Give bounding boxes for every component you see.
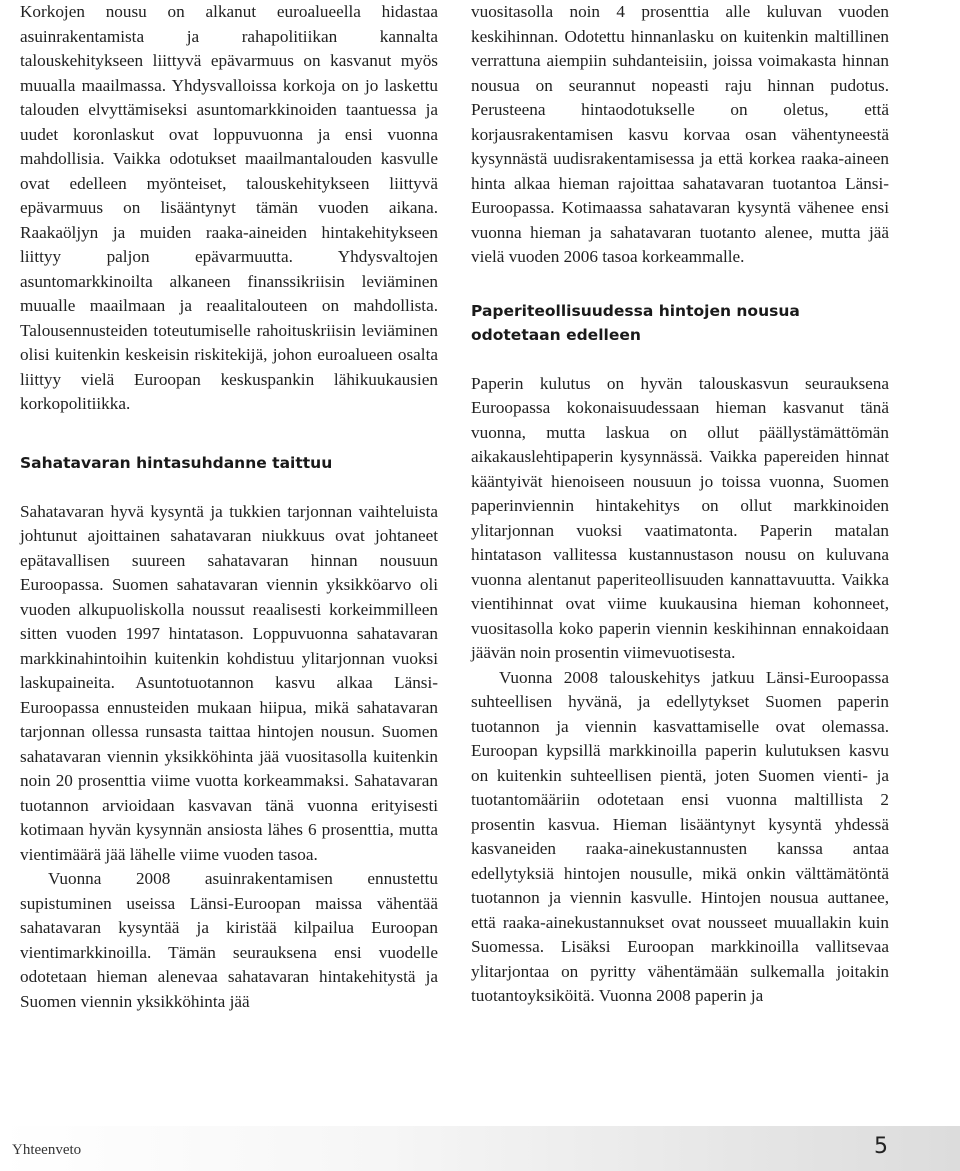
paper-paragraph-2: Vuonna 2008 talouskehitys jatkuu Länsi-Euroopassa suhteellisen hyvänä, ja edellytykset Suomen paperin tuotannon ja viennin kasvattamiselle ovat olemassa. Euroopan kypsillä markkinoilla paperin kulutuksen kasvu on kuitenkin suhteellisen pientä, joten Suomen vienti- ja tuotantomääriin odotetaan ensi vuonna maltillista 2 prosentin kasvua. Hieman lisääntynyt kysyntä yhdessä kasvaneiden raaka-ainekustannusten kanssa antaa edellytyksiä hintojen nousulle, mikä onkin välttämätöntä tuotannon ja viennin kasvulle. Hintojen nousua auttanee, että raaka-ainekustannukset ovat nousseet muuallakin kuin Suomessa. Lisäksi Euroopan markkinoilla vallitsevaa ylitarjontaa on pyritty vähentämään sulkemalla joitakin tuotantoyksiköitä. Vuonna 2008 paperin ja <box>471 667 889 1005</box>
page-footer <box>0 1126 960 1171</box>
paper-paragraph-1: Paperin kulutus on hyvän talouskasvun seurauksena Euroopassa kokonaisuudessaan hieman kasvanut tänä vuonna, mutta laskua on ollut päällystämättömän aikakauslehtipaperin kysynnässä. Vaikka papereiden hinnat kääntyivät hienoiseen nousuun jo toissa vuonna, Suomen paperinviennin hintakehitys on ollut markkinoiden ylitarjonnan vuoksi vaatimatonta. Paperin matalan hintatason vallitessa kustannustason nousu on kuluvana vuonna alentanut paperiteollisuuden kannattavuutta. Vaikka vientihinnat ovat viime kuukausina hieman kohonneet, vuositasolla koko paperin viennin keskihinnan ennakoidaan jäävän noin prosentin viimevuotisesta. <box>471 373 889 662</box>
sawn-timber-paragraph-2: Vuonna 2008 asuinrakentamisen ennustettu supistuminen useissa Länsi-Euroopan maissa vähentää sahatavaran kysyntää ja kiristää kilpailua Euroopan vientimarkkinoilla. Tämän seurauksena ensi vuodelle odotetaan hieman alenevaa sahatavaran hintakehitystä ja Suomen viennin yksikköhinta jää <box>20 869 438 1011</box>
section-heading-paper-industry: Paperiteollisuudessa hintojen nousua odotetaan edelleen <box>471 301 800 344</box>
sawn-timber-paragraph-1: Sahatavaran hyvä kysyntä ja tukkien tarjonnan vaihteluista johtunut ajoittainen sahatavaran niukkuus ovat johtaneet epätavallisen suureen sahatavaran hinnan nousuun Euroopassa. Suomen sahatavaran viennin yksikköarvo oli vuoden alkupuoliskolla noussut reaalisesti korkeimmilleen sitten vuoden 1997 hintatason. Loppuvuonna sahatavaran markkinahintoihin kuitenkin kohdistuu ylitarjonnan vuoksi laskupaineita. Asuntotuotannon kasvu alkaa Länsi-Euroopassa ennusteiden mukaan hiipua, mikä sahatavaran tarjonnan ollessa runsasta taittaa hintojen nousun. Suomen sahatavaran viennin yksikköhinta jää vuositasolla kuitenkin noin 20 prosenttia viime vuotta korkeammaksi. Sahatavaran tuotannon arvioidaan kasvavan tänä vuonna erityisesti kotimaan hyvän kysynnän ansiosta lähes 6 prosenttia, mutta vientimäärä jää lähelle viime vuoden tasoa. <box>20 501 438 864</box>
footer-section-label: Yhteenveto <box>12 1142 82 1158</box>
section-heading-sawn-timber: Sahatavaran hintasuhdanne taittuu <box>20 453 333 472</box>
sawn-timber-paragraph-continued: vuositasolla noin 4 prosenttia alle kuluvan vuoden keskihinnan. Odotettu hinnanlasku on kuitenkin maltillinen verrattuna aiempiin suhdanteisiin, joissa voimakasta hinnan nousua on seurannut nopeasti raju hinnan pudotus. Perusteena hintaodotukselle on oletus, että korjausrakentamisen kasvu korvaa osan vähentyneestä kysynnästä uudisrakentamisessa ja että korkea raaka-aineen hinta alkaa hieman rajoittaa sahatavaran tuotantoa Länsi-Euroopassa. Kotimaassa sahatavaran kysyntä vähenee ensi vuonna hieman ja sahatavaran tuotanto alenee, mutta jää vielä vuoden 2006 tasoa korkeammalle. <box>471 2 889 266</box>
page-number: 5 <box>874 1134 888 1159</box>
left-column <box>20 0 438 1014</box>
right-column <box>471 0 889 1009</box>
intro-paragraph: Korkojen nousu on alkanut euroalueella hidastaa asuinrakentamista ja rahapolitiikan kannalta talouskehitykseen liittyvä epävarmuus on kasvanut myös muualla maailmassa. Yhdysvalloissa korkoja on jo laskettu talouden elvyttämiseksi asuntomarkkinoiden taantuessa ja uudet koronlaskut ovat loppuvuonna ja ensi vuonna mahdollisia. Vaikka odotukset maailmantalouden kasvulle ovat edelleen myönteiset, talouskehitykseen liittyvä epävarmuus on lisääntynyt tämän vuoden aikana. Raakaöljyn ja muiden raaka-aineiden hintakehitykseen liittyy paljon epävarmuutta. Yhdysvaltojen asuntomarkkinoilta alkaneen finanssikriisin leviäminen muualle maailmaan ja reaalitalouteen on mahdollista. Talousennusteiden toteutumiselle rahoituskriisin leviäminen olisi kuitenkin keskeisin riskitekijä, johon euroalueen osalta liittyy vielä Euroopan keskuspankin lähikuukausien korkopolitiikka. <box>20 2 438 413</box>
